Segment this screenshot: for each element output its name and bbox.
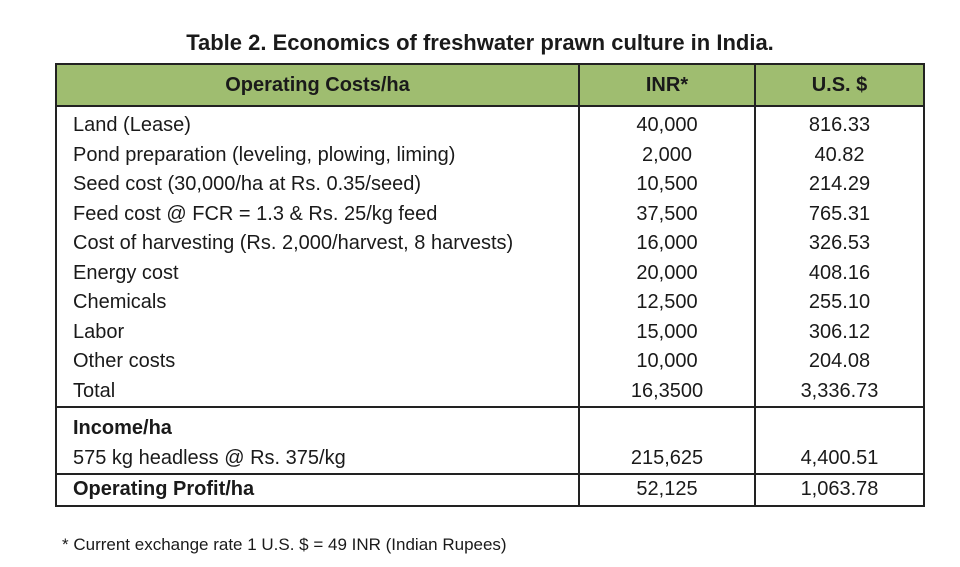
table-row — [56, 347, 924, 377]
total-inr: 16,3500 — [579, 377, 755, 408]
cost-item: Feed cost @ FCR = 1.3 & Rs. 25/kg feed — [56, 200, 579, 230]
table-row — [56, 229, 924, 259]
cost-inr: 40,000 — [579, 106, 755, 141]
column-header-inr: INR* — [579, 64, 755, 106]
table-title: Table 2. Economics of freshwater prawn culture in India. — [186, 30, 774, 55]
total-label: Total — [56, 377, 579, 408]
income-row — [56, 444, 924, 475]
cost-inr: 12,500 — [579, 288, 755, 318]
table-row — [56, 288, 924, 318]
column-header-usd: U.S. $ — [755, 64, 924, 106]
income-heading-row — [56, 407, 924, 444]
table-row — [56, 141, 924, 171]
cost-inr: 2,000 — [579, 141, 755, 171]
cost-inr: 20,000 — [579, 259, 755, 289]
profit-inr: 52,125 — [579, 474, 755, 506]
total-row — [56, 377, 924, 408]
exchange-rate-footnote: * Current exchange rate 1 U.S. $ = 49 INR (Indian Rupees) — [62, 535, 507, 554]
cost-usd: 816.33 — [755, 106, 924, 141]
income-heading-inr-empty — [579, 407, 755, 444]
economics-table — [55, 63, 925, 507]
cost-item: Labor — [56, 318, 579, 348]
column-header-operating-costs: Operating Costs/ha — [56, 64, 579, 106]
profit-label: Operating Profit/ha — [56, 474, 579, 506]
cost-usd: 765.31 — [755, 200, 924, 230]
income-heading: Income/ha — [56, 407, 579, 444]
cost-inr: 10,000 — [579, 347, 755, 377]
cost-usd: 306.12 — [755, 318, 924, 348]
table-row — [56, 106, 924, 141]
income-heading-usd-empty — [755, 407, 924, 444]
cost-item: Land (Lease) — [56, 106, 579, 141]
cost-usd: 214.29 — [755, 170, 924, 200]
profit-row — [56, 474, 924, 506]
profit-usd: 1,063.78 — [755, 474, 924, 506]
cost-inr: 37,500 — [579, 200, 755, 230]
income-inr: 215,625 — [579, 444, 755, 475]
table-header-row — [56, 64, 924, 106]
cost-inr: 15,000 — [579, 318, 755, 348]
cost-inr: 16,000 — [579, 229, 755, 259]
cost-item: Chemicals — [56, 288, 579, 318]
cost-usd: 40.82 — [755, 141, 924, 171]
cost-usd: 408.16 — [755, 259, 924, 289]
table-row — [56, 200, 924, 230]
table-row — [56, 259, 924, 289]
cost-usd: 204.08 — [755, 347, 924, 377]
cost-item: Pond preparation (leveling, plowing, liming) — [56, 141, 579, 171]
income-usd: 4,400.51 — [755, 444, 924, 475]
cost-item: Other costs — [56, 347, 579, 377]
cost-item: Seed cost (30,000/ha at Rs. 0.35/seed) — [56, 170, 579, 200]
cost-item: Cost of harvesting (Rs. 2,000/harvest, 8 harvests) — [56, 229, 579, 259]
table-row — [56, 170, 924, 200]
cost-inr: 10,500 — [579, 170, 755, 200]
income-item: 575 kg headless @ Rs. 375/kg — [56, 444, 579, 475]
cost-usd: 326.53 — [755, 229, 924, 259]
total-usd: 3,336.73 — [755, 377, 924, 408]
table-row — [56, 318, 924, 348]
cost-usd: 255.10 — [755, 288, 924, 318]
cost-item: Energy cost — [56, 259, 579, 289]
